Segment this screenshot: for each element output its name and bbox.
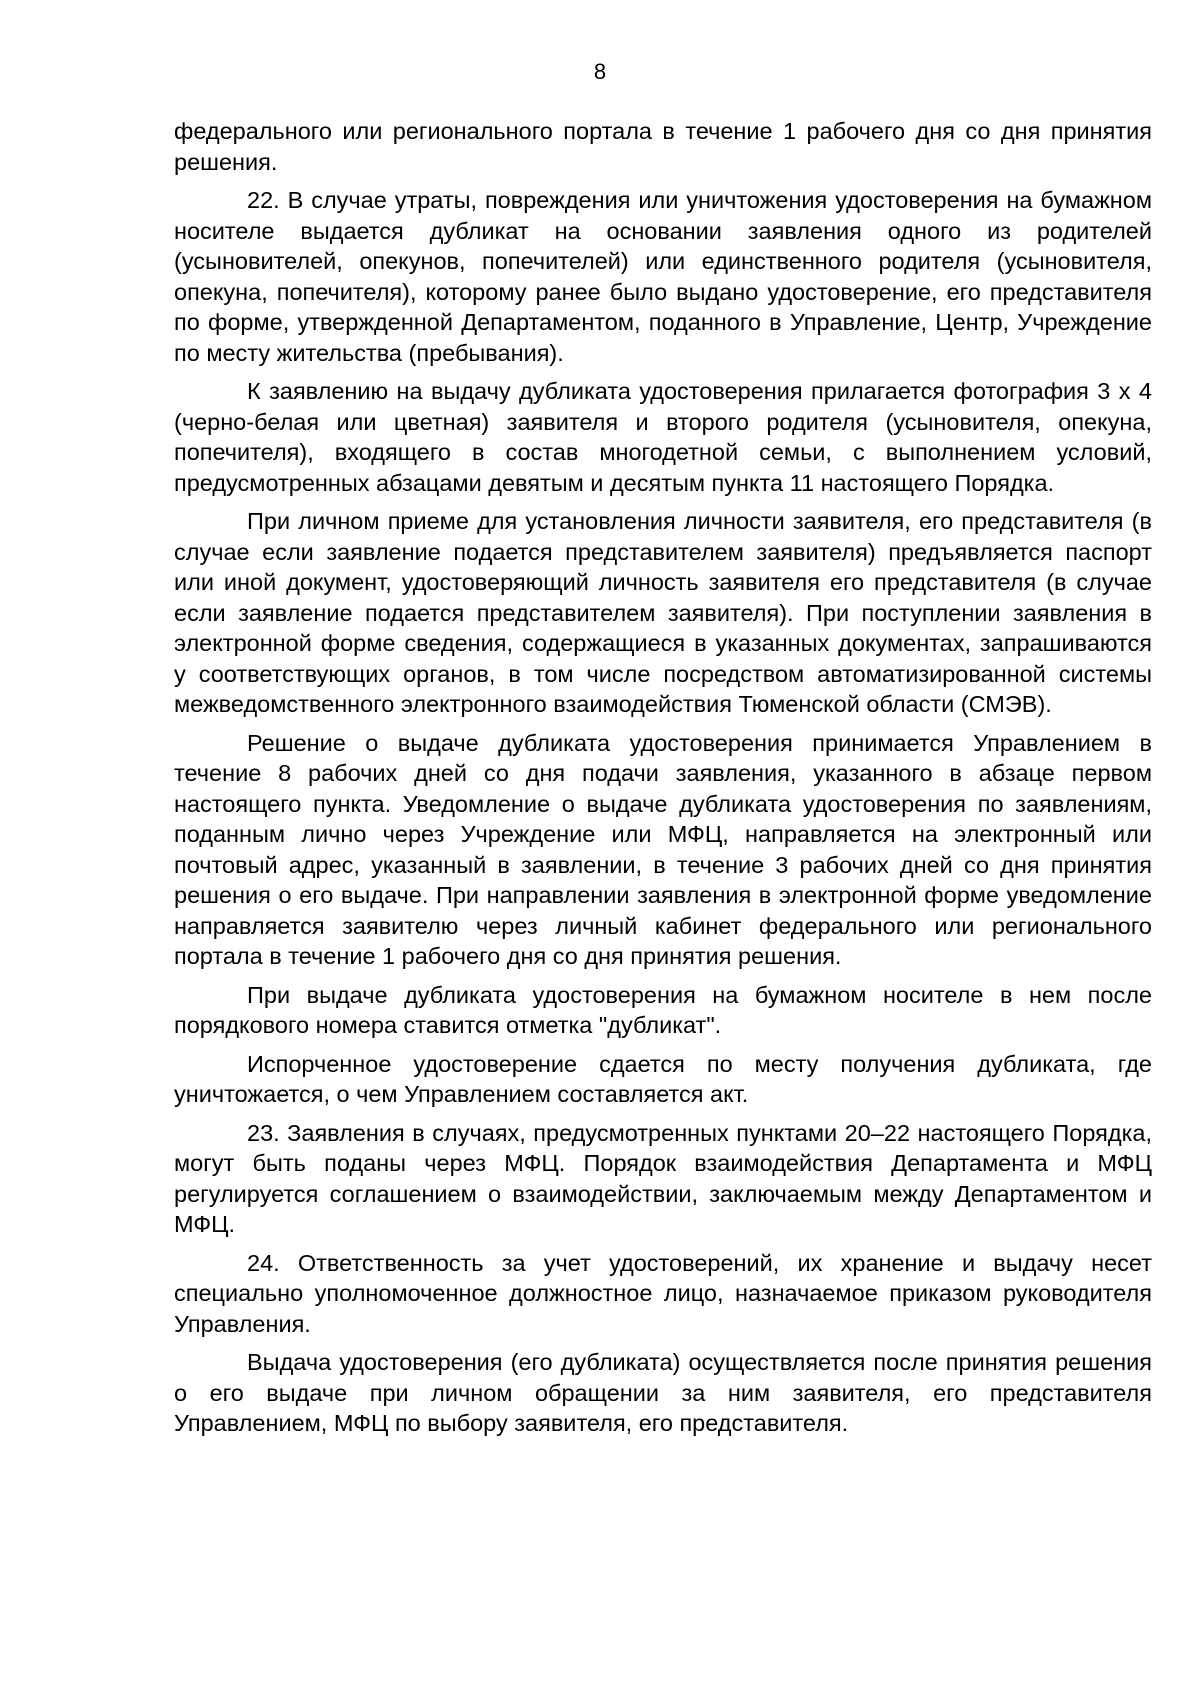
paragraph-identity-verification: При личном приеме для установления личности заявителя, его представителя (в случае если заявление подается представителем заявителя) предъявляется паспорт или иной документ, удостоверяющий личность заявителя его представителя (в случае если заявление подается представителем заявителя). При поступлении заявления в электронной форме сведения, содержащиеся в указанных документах, запрашиваются у соответствующих органов, в том числе посредством автоматизированной системы межведомственного электронного взаимодействия Тюменской области (СМЭВ). xyxy=(174,508,1152,717)
paragraph-damaged-certificate: Испорченное удостоверение сдается по месту получения дубликата, где уничтожается, о чем Управлением составляется акт. xyxy=(174,1050,1152,1107)
paragraph-continuation: федерального или регионального портала в течение 1 рабочего дня со дня принятия решения. xyxy=(174,118,1152,175)
paragraph-issuance: Выдача удостоверения (его дубликата) осуществляется после принятия решения о его выдаче при личном обращении за ним заявителя, его представителя Управлением, МФЦ по выбору заявителя, его представителя. xyxy=(174,1349,1152,1436)
page-number: 8 xyxy=(593,59,607,84)
paragraph-item-22: 22. В случае утраты, повреждения или уничтожения удостоверения на бумажном носителе выдается дубликат на основании заявления одного из родителей (усыновителей, опекунов, попечителей) или единственного родителя (усыновителя, опекуна, попечителя), которому ранее было выдано удостоверение, его представителя по форме, утвержденной Департаментом, поданного в Управление, Центр, Учреждение по месту жительства (пребывания). xyxy=(174,187,1152,366)
paragraph-duplicate-decision: Решение о выдаче дубликата удостоверения принимается Управлением в течение 8 рабочих дней со дня подачи заявления, указанного в абзаце первом настоящего пункта. Уведомление о выдаче дубликата удостоверения по заявлениям, поданным лично через Учреждение или МФЦ, направляется на электронный или почтовый адрес, указанный в заявлении, в течение 3 рабочих дней со дня принятия решения о его выдаче. При направлении заявления в электронной форме уведомление направляется заявителю через личный кабинет федерального или регионального портала в течение 1 рабочего дня со дня принятия решения. xyxy=(174,729,1152,969)
paragraph-item-24: 24. Ответственность за учет удостоверений, их хранение и выдачу несет специально уполномоченное должностное лицо, назначаемое приказом руководителя Управления. xyxy=(174,1249,1152,1337)
paragraph-photo-requirement: К заявлению на выдачу дубликата удостоверения прилагается фотография 3 x 4 (черно-белая или цветная) заявителя и второго родителя (усыновителя, опекуна, попечителя), входящего в состав многодетной семьи, с выполнением условий, предусмотренных абзацами девятым и десятым пункта 11 настоящего Порядка. xyxy=(174,378,1152,496)
document-body xyxy=(174,116,1152,1447)
paragraph-item-23: 23. Заявления в случаях, предусмотренных пунктами 20–22 настоящего Порядка, могут быть поданы через МФЦ. Порядок взаимодействия Департамента и МФЦ регулируется соглашением о взаимодействии, заключаемым между Департаментом и МФЦ. xyxy=(174,1119,1152,1237)
paragraph-duplicate-mark: При выдаче дубликата удостоверения на бумажном носителе в нем после порядкового номера ставится отметка "дубликат". xyxy=(174,981,1152,1038)
